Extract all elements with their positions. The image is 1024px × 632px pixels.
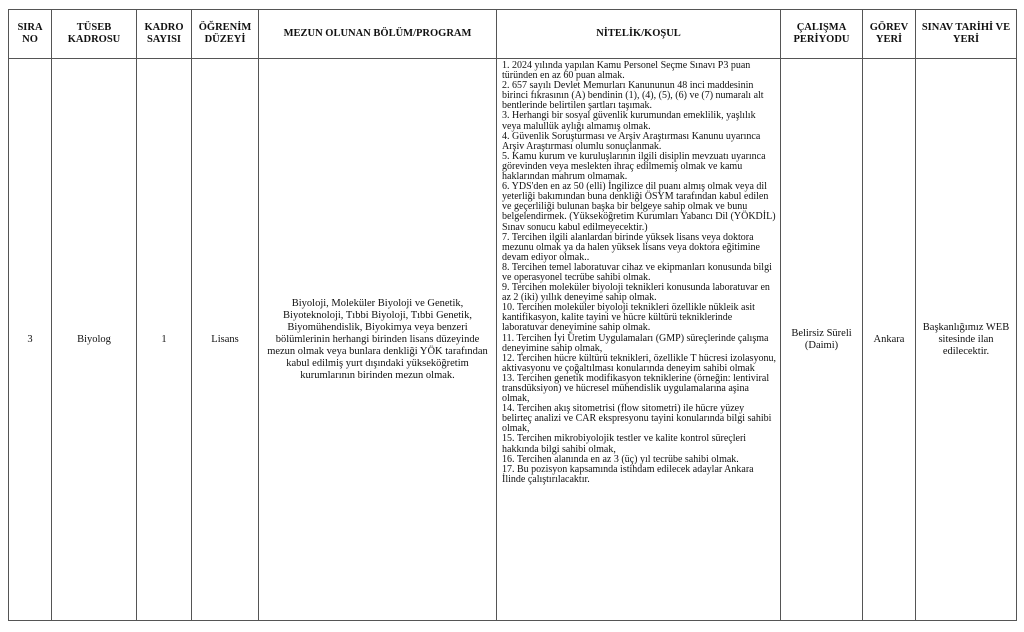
- requirement-item: 7. Tercihen ilgili alanlardan birinde yüksek lisans veya doktora mezunu olmak ya da halen yüksek lisans veya doktora eğitimine devam ediyor olmak..: [502, 231, 760, 263]
- header-calisma-periyodu: ÇALIŞMA PERİYODU: [781, 10, 863, 59]
- cell-mezun-bolum: Biyoloji, Moleküler Biyoloji ve Genetik, Biyoteknoloji, Tıbbi Biyoloji, Tıbbi Genetik, Biyomühendislik, Biyokimya veya benzeri bölümlerinin herhangi birinden lisans düzeyinde mezun olmak veya bunlara denkliği YÖK tarafından kabul edilmiş yurt dışındaki yükseköğretim kurumlarının birinden mezun olmak.: [259, 59, 497, 621]
- requirement-item: 16. Tercihen alanında en az 3 (üç) yıl tecrübe sahibi olmak.: [502, 453, 739, 465]
- header-tuseb-kadrosu: TÜSEB KADROSU: [52, 10, 137, 59]
- cell-calisma-periyodu: Belirsiz Süreli (Daimi): [781, 59, 863, 621]
- requirement-item: 14. Tercihen akış sitometrisi (flow sitometri) ile hücre yüzey belirteç analizi ve CAR ekspresyonu tayini konularında bilgi sahibi olmak,: [502, 403, 772, 435]
- requirement-item: 1. 2024 yılında yapılan Kamu Personel Seçme Sınavı P3 puan türünden en az 60 puan almak.: [502, 60, 751, 82]
- cell-sinav-tarihi: Başkanlığımız WEB sitesinde ilan edilecektir.: [916, 59, 1017, 621]
- requirement-item: 3. Herhangi bir sosyal güvenlik kurumundan emeklilik, yaşlılık veya malullük aylığı almamış olmak.: [502, 110, 756, 132]
- requirement-item: 13. Tercihen genetik modifikasyon tekniklerine (örneğin: lentiviral transdüksiyon) ve hücresel mühendislik uygulamalarına aşina olmak,: [502, 372, 770, 405]
- cell-sira-no: 3: [9, 59, 52, 621]
- header-nitelik-kosul: NİTELİK/KOŞUL: [497, 10, 781, 59]
- requirement-item: 2. 657 sayılı Devlet Memurları Kanununun 48 inci maddesinin birinci fıkrasının (A) bendinin (1), (4), (5), (6) ve (7) numaralı alt bentlerinde belirtilen şartları taşımak.: [502, 80, 764, 112]
- requirement-item: 8. Tercihen temel laboratuvar cihaz ve ekipmanları konusunda bilgi ve operasyonel tecrübe sahibi olmak.: [502, 261, 772, 283]
- cell-kadro-sayisi: 1: [137, 59, 192, 621]
- header-row: [9, 10, 1017, 59]
- header-gorev-yeri: GÖREV YERİ: [863, 10, 916, 59]
- table-row: [9, 59, 1017, 621]
- cell-gorev-yeri: Ankara: [863, 59, 916, 621]
- header-kadro-sayisi: KADRO SAYISI: [137, 10, 192, 59]
- requirement-item: 17. Bu pozisyon kapsamında istihdam edilecek adaylar Ankara İlinde çalıştırılacaktır.: [502, 463, 754, 485]
- cell-kadro: Biyolog: [52, 59, 137, 621]
- document-page: [8, 9, 1016, 621]
- requirements-list: [502, 61, 776, 485]
- requirement-item: 4. Güvenlik Soruşturması ve Arşiv Araştırması Kanunu uyarınca Arşiv Araştırması olumlu sonuçlanmak.: [502, 130, 761, 152]
- requirement-item: 6. YDS'den en az 50 (elli) İngilizce dil puanı almış olmak veya dil yeterliği bakımından buna denkliği ÖSYM tarafından kabul edilen ve geçerliliği bulunan başka bir belgeye sahip olmak ve bunu belgelendirmek. (Yükseköğretim Kurumları Yabancı Dil (YÖKDİL) Sınav sonucu kabul edilmeyecektir.): [502, 181, 776, 233]
- header-sinav-tarihi: SINAV TARİHİ VE YERİ: [916, 10, 1017, 59]
- cell-nitelik-kosul: [497, 59, 781, 621]
- requirement-item: 9. Tercihen moleküler biyoloji teknikleri konusunda laboratuvar en az 2 (iki) yıllık deneyime sahip olmak.: [502, 282, 770, 304]
- header-ogrenim-duzeyi: ÖĞRENİM DÜZEYİ: [192, 10, 259, 59]
- header-mezun-bolum: MEZUN OLUNAN BÖLÜM/PROGRAM: [259, 10, 497, 59]
- requirement-item: 12. Tercihen hücre kültürü teknikleri, özellikle T hücresi izolasyonu, aktivasyonu ve çoğaltılması konularında deneyim sahibi olmak: [502, 352, 776, 374]
- requirement-item: 11. Tercihen İyi Üretim Uygulamaları (GMP) süreçlerinde çalışma deneyimine sahip olmak,: [502, 332, 769, 354]
- job-posting-table: [8, 9, 1017, 621]
- cell-ogrenim: Lisans: [192, 59, 259, 621]
- requirement-item: 5. Kamu kurum ve kuruluşlarının ilgili disiplin mevzuatı uyarınca görevinden veya meslekten ihraç edilmemiş olmak ve kamu haklarından mahrum olmamak.: [502, 150, 766, 183]
- requirement-item: 15. Tercihen mikrobiyolojik testler ve kalite kontrol süreçleri hakkında bilgi sahibi olmak,: [502, 433, 747, 455]
- requirement-item: 10. Tercihen moleküler biyoloji teknikleri özellikle nükleik asit kantifikasyon, kalite tayini ve hücre kültürü tekniklerinde laboratuvar deneyimine sahip olmak.: [502, 302, 755, 334]
- header-sira-no: SIRA NO: [9, 10, 52, 59]
